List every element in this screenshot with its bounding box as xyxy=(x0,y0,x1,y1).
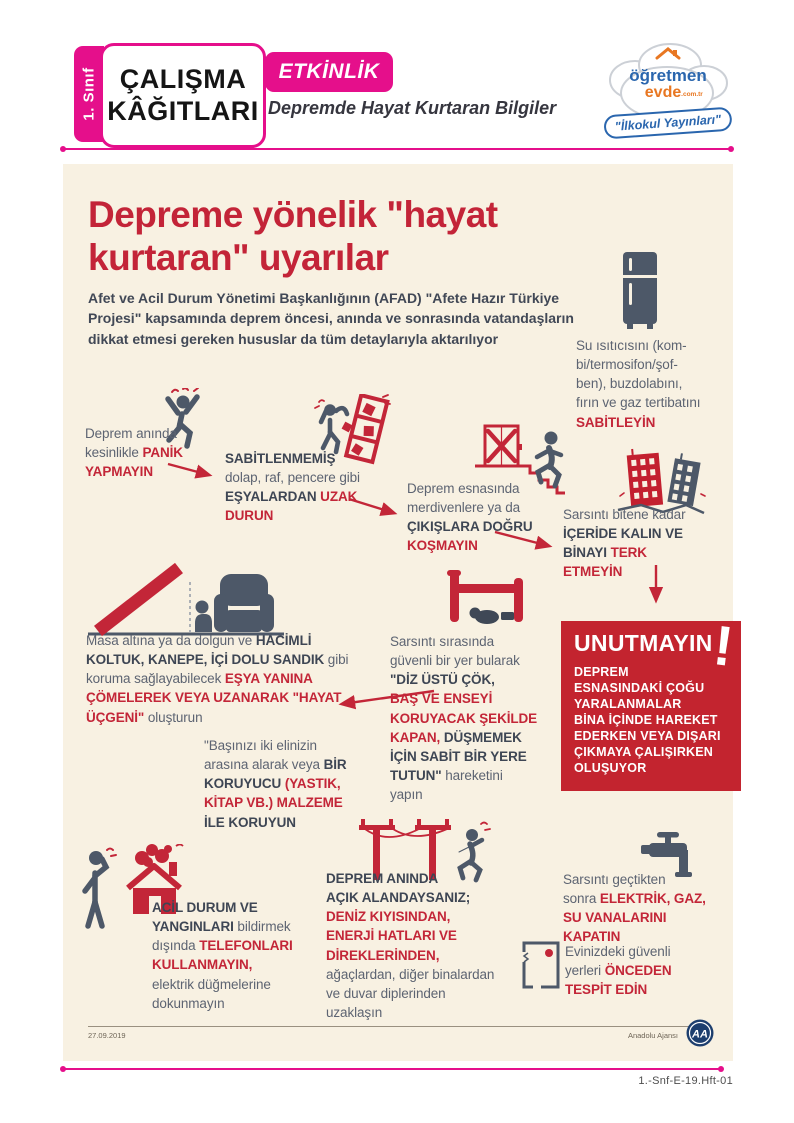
remember-title: UNUTMAYIN xyxy=(574,630,713,656)
tip-valves-text: Sarsıntı geçtikten sonra ELEKTRİK, GAZ, SU VANALARINI KAPATIN xyxy=(563,872,706,945)
remember-body: DEPREM ESNASINDAKİ ÇOĞU YARALANMALAR BİNA İÇİNDE HAREKET EDERKEN VEYA DIŞARI ÇIKMAYA ÇALIŞIRKEN OLUŞUYOR xyxy=(574,665,721,775)
logo-ribbon-label: "İlkokul Yayınları" xyxy=(614,112,722,134)
tip-protect-text: "Başınızı iki elinizin arasına alarak veya BİR KORUYUCU (YASTIK, KİTAP VB.) MALZEME İLE KORUYUN xyxy=(204,738,347,830)
tip-triangle-text: Masa altına ya da dolgun ve HACİMLİ KOLTUK, KANEPE, İÇİ DOLU SANDIK gibi koruma sağlayabilecek EŞYA YANINA ÇÖMELEREK VEYA UZANARAK "HAYAT ÜÇGENİ" oluşturun xyxy=(86,633,349,725)
page-code: 1.-Snf-E-19.Hft-01 xyxy=(638,1075,733,1087)
tip-open-area-text: DEPREM ANINDA AÇIK ALANDAYSANIZ; DENİZ KIYISINDAN, ENERJİ HATLARI VE DİREKLERİNDEN, ağaçlardan, diğer binalardan ve duvar diplerinden uzaklaşın xyxy=(326,871,495,1021)
divider-right-dot xyxy=(728,146,734,152)
series-title-line2: KÂĞITLARI xyxy=(107,95,259,126)
footer-divider xyxy=(88,1026,710,1027)
brand-logo-cloud xyxy=(597,38,739,144)
tip-bed-text: Sarsıntı sırasında güvenli bir yer bularak "DİZ ÜSTÜ ÇÖK, BAŞ VE ENSEYİ KORUYACAK ŞEKİLDE KAPAN, DÜŞMEMEK İÇİN SABİT BİR YERE TUTUN" hareketini yapın xyxy=(390,634,538,803)
infographic-title: Depreme yönelik "hayat kurtaran" uyarılar xyxy=(88,194,498,278)
series-title-line1: ÇALIŞMA xyxy=(119,64,247,95)
brand-line1: öğretmen xyxy=(629,66,707,85)
worksheet-subtitle: Depremde Hayat Kurtaran Bilgiler xyxy=(268,98,557,118)
aa-logo-label: AA xyxy=(692,1028,708,1041)
brand-line2: evde xyxy=(644,84,682,101)
tip-phone-text: ACİL DURUM VE YANGINLARI bildirmek dışında TELEFONLARI KULLANMAYIN, elektrik düğmelerine dokunmayın xyxy=(152,900,293,1011)
activity-badge-label: ETKİNLİK xyxy=(278,60,380,83)
brand-domain: .com.tr xyxy=(681,91,703,98)
tip-safe-spots-text: Evinizdeki güvenli yerleri ÖNCEDEN TESPİT EDİN xyxy=(565,944,672,998)
exclamation-mark: ! xyxy=(710,613,737,678)
footer-agency: Anadolu Ajansı xyxy=(627,1031,678,1040)
bottom-divider-right-dot xyxy=(718,1066,724,1072)
infographic-intro: Afet ve Acil Durum Yönetimi Başkanlığının (AFAD) "Afete Hazır Türkiye Projesi" kapsamında deprem öncesi, anında ve sonrasında vatandaşların dikkat etmesi gereken hususlar da tüm detaylarıyla aktarılıyor xyxy=(88,290,574,347)
activity-badge xyxy=(265,52,393,92)
cloud-icon xyxy=(597,38,739,144)
refrigerator-icon xyxy=(616,252,664,334)
grade-tab-label: 1. Sınıf xyxy=(80,67,98,121)
remember-box xyxy=(561,613,741,791)
bottom-divider-left-dot xyxy=(60,1066,66,1072)
series-title-box xyxy=(100,43,266,148)
tip-exit-text: Deprem esnasında merdivenlere ya da ÇIKIŞLARA DOĞRU KOŞMAYIN xyxy=(407,481,533,554)
divider-left-dot xyxy=(60,146,66,152)
aa-agency-logo xyxy=(685,1018,715,1048)
header-divider xyxy=(63,148,731,150)
infographic-panel xyxy=(63,164,737,1061)
bottom-divider xyxy=(63,1068,721,1070)
tip-panic-text: Deprem anında kesinlikle PANİK YAPMAYIN xyxy=(85,426,183,480)
floor-plan-icon xyxy=(521,940,561,990)
life-triangle-icon xyxy=(86,560,291,640)
tip-stay-text: Sarsıntı bitene kadar İÇERİDE KALIN VE BİNAYI TERK ETMEYİN xyxy=(563,507,686,580)
tip-shelf-text: SABİTLENMEMİŞ dolap, raf, pencere gibi EŞYALARDAN UZAK DURUN xyxy=(225,451,360,524)
bed-cover-icon xyxy=(447,568,527,628)
tip-fridge-text: Su ısıtıcısını (kom- bi/termosifon/şof- ben), buzdolabını, fırın ve gaz tertibatını SABİTLEYİN xyxy=(576,338,701,430)
footer-date: 27.09.2019 xyxy=(88,1031,126,1040)
